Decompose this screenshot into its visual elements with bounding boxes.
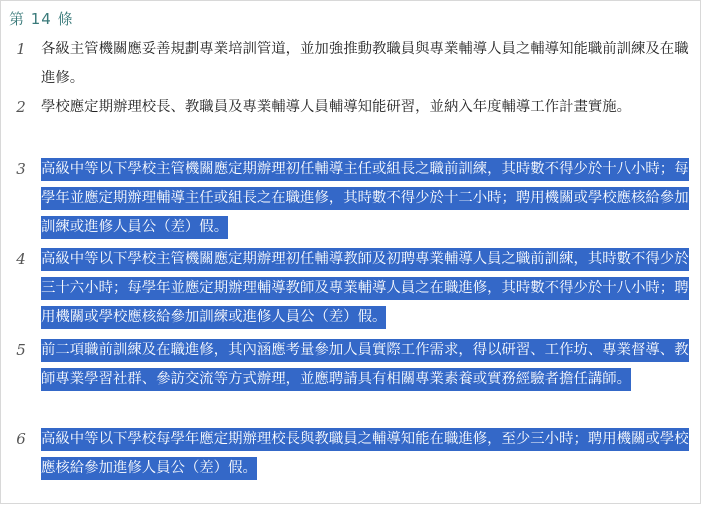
paragraph-number: 5 [16,341,26,359]
paragraph-number: 2 [16,98,26,116]
highlighted-text: 高級中等以下學校主管機關應定期辦理初任輔導教師及初聘專業輔導人員之職前訓練，其時數不得少於三十六小時；每學年並應定期辦理輔導教師及專業輔導人員之在職進修，其時數不得少於十八小時；聘用機關或學校應核給參加訓練或進修人員公（差）假。 [41,248,689,329]
paragraph-text [41,425,691,483]
article-title: 第 14 條 [9,10,74,28]
paragraph-text [41,245,691,332]
highlighted-text: 前二項職前訓練及在職進修，其內涵應考量參加人員實際工作需求，得以研習、工作坊、專業督導、教師專業學習社群、參訪交流等方式辦理，並應聘請具有相關專業素養或實務經驗者擔任講師。 [41,339,689,391]
paragraph-number: 6 [16,430,26,448]
paragraph-text [41,93,691,122]
paragraph-text [41,35,691,93]
paragraph-text [41,155,691,242]
highlighted-text: 高級中等以下學校主管機關應定期辦理初任輔導主任或組長之職前訓練，其時數不得少於十八小時；每學年並應定期辦理輔導主任或組長之在職進修，其時數不得少於十二小時；聘用機關或學校應核給參加訓練或進修人員公（差）假。 [41,158,689,239]
paragraph-text-content: 學校應定期辦理校長、教職員及專業輔導人員輔導知能研習，並納入年度輔導工作計畫實施。 [41,99,632,115]
highlighted-text: 高級中等以下學校每學年應定期辦理校長與教職員之輔導知能在職進修，至少三小時；聘用機關或學校應核給參加進修人員公（差）假。 [41,428,689,480]
paragraph-text [41,336,691,394]
paragraph-number: 1 [16,40,26,58]
paragraph-text-content: 各級主管機關應妥善規劃專業培訓管道，並加強推動教職員與專業輔導人員之輔導知能職前訓練及在職進修。 [41,41,689,86]
paragraph-number: 3 [16,160,26,178]
paragraph-number: 4 [16,250,26,268]
